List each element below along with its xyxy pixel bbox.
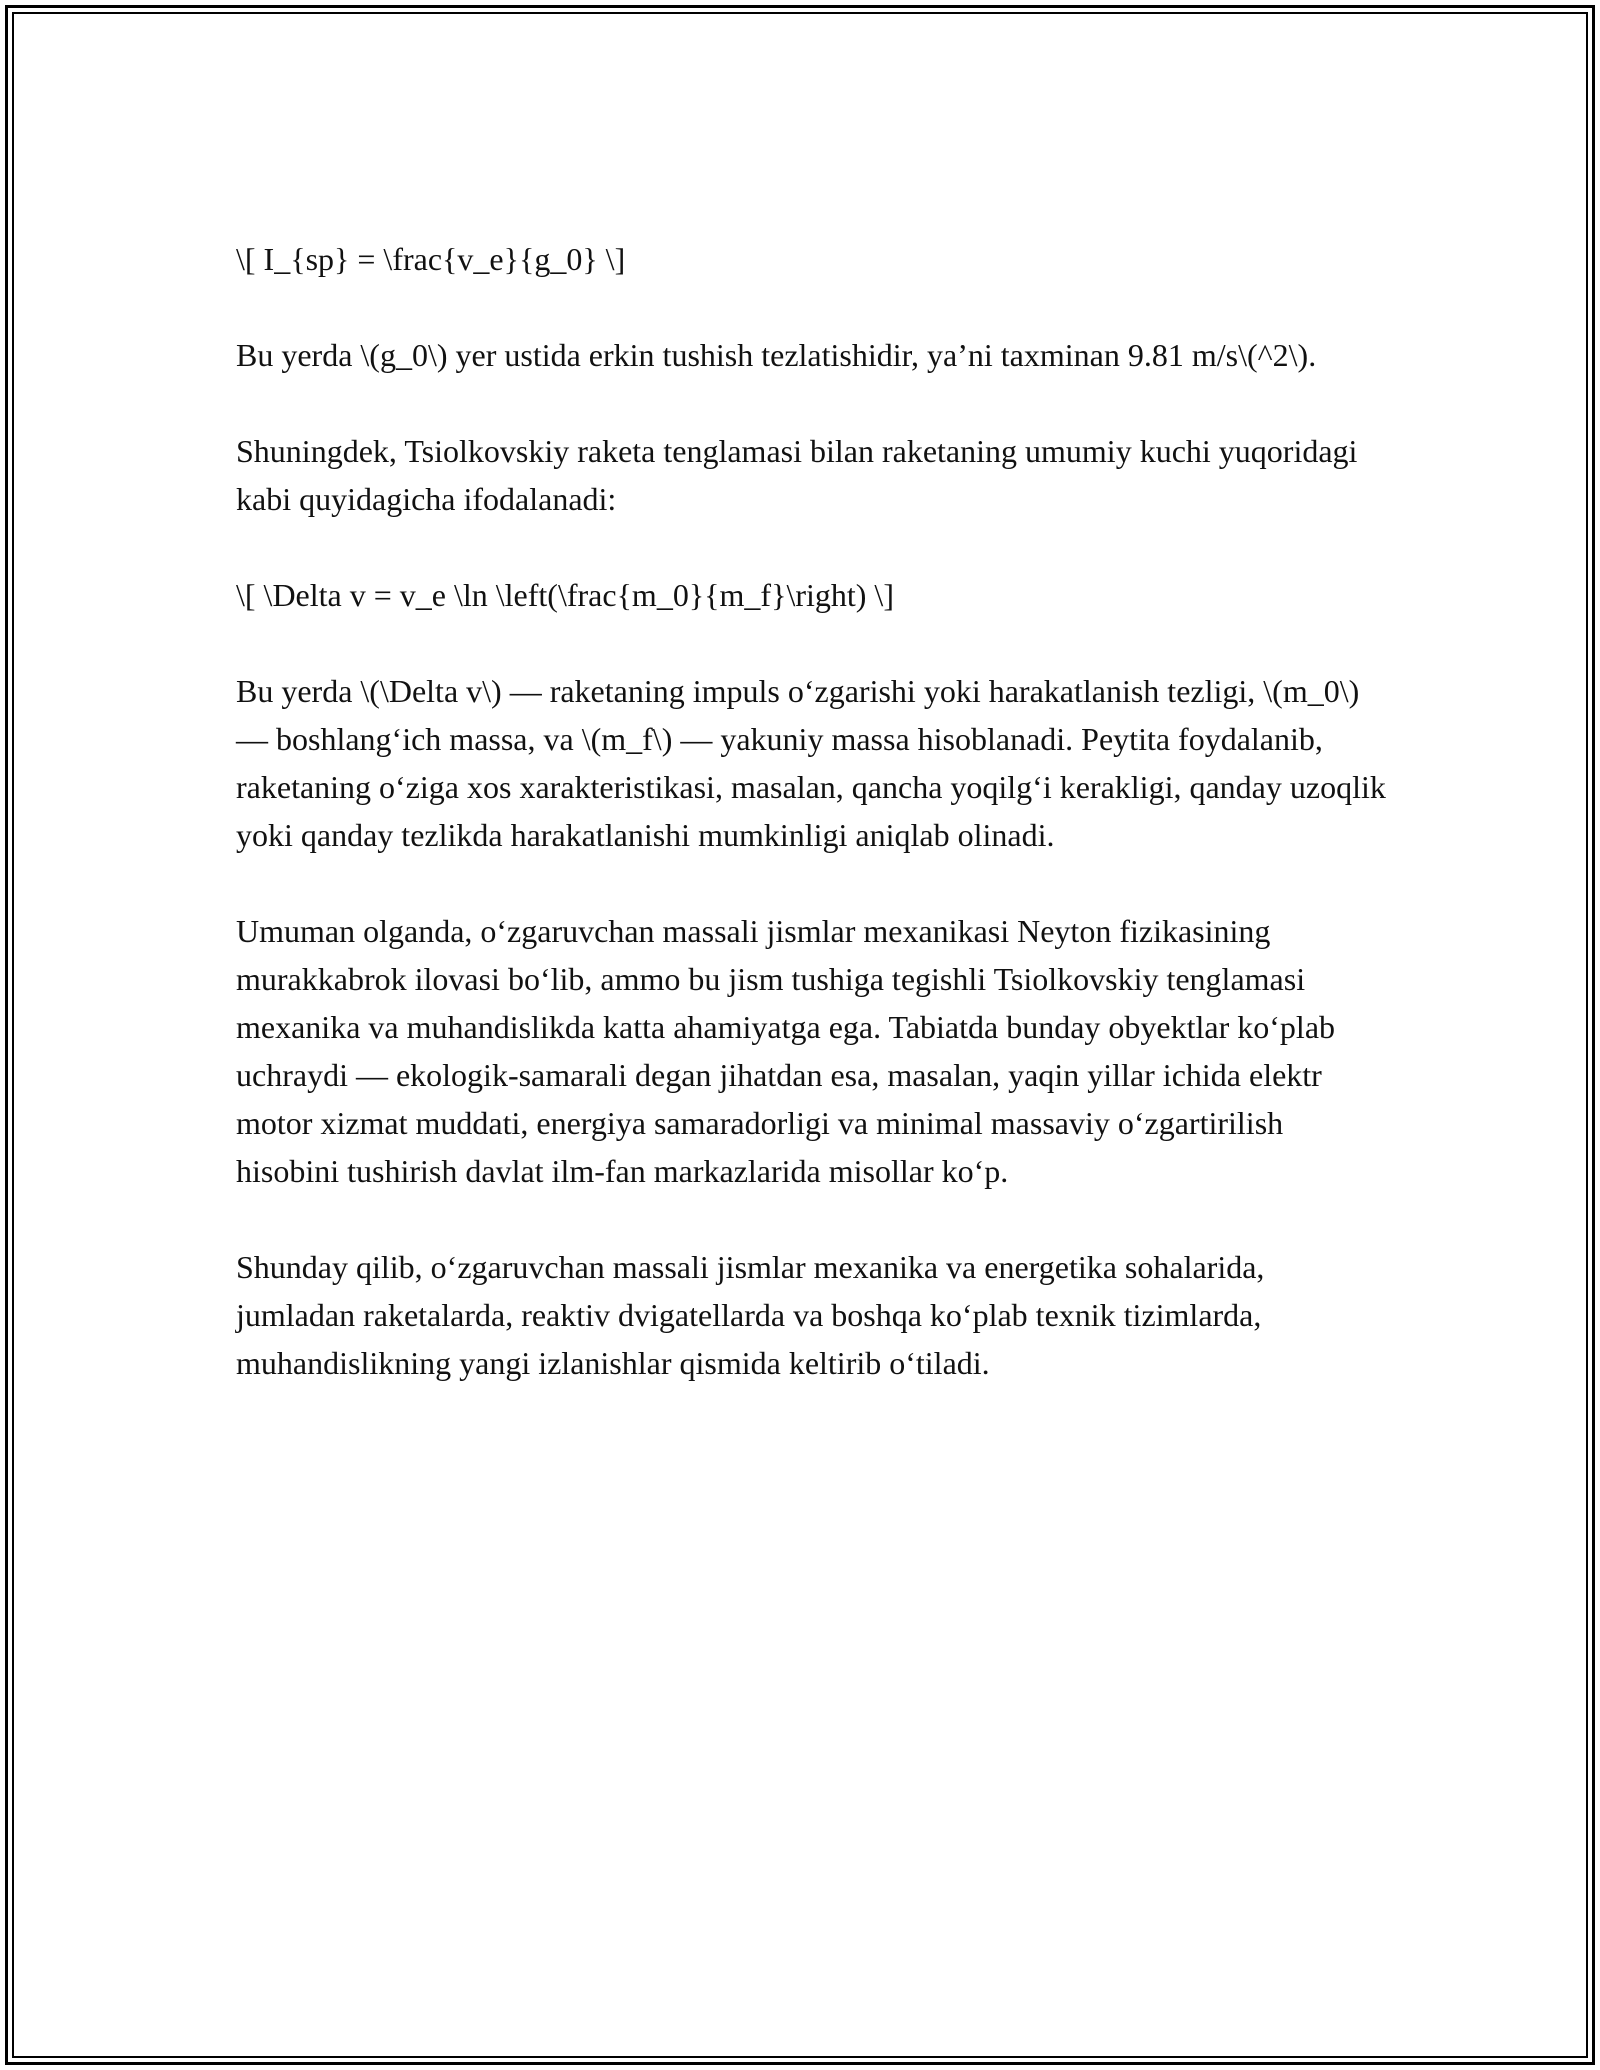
- document-body: [236, 235, 1386, 1435]
- paragraph-general: Umuman olganda, o‘zgaruvchan massali jismlar mexanikasi Neyton fizikasining murakkabrok ilovasi bo‘lib, ammo bu jism tushiga tegishli Tsiolkovskiy tenglamasi mexanika va muhandislikda katta ahamiyatga ega. Tabiatda bunday obyektlar ko‘plab uchraydi — ekologik-samarali degan jihatdan esa, masalan, yaqin yillar ichida elektr motor xizmat muddati, energiya samaradorligi va minimal massaviy o‘zgartirilish hisobini tushirish davlat ilm-fan markazlarida misollar ko‘p.: [236, 913, 1336, 1189]
- paragraph-conclusion: Shunday qilib, o‘zgaruvchan massali jismlar mexanika va energetika sohalarida, jumladan raketalarda, reaktiv dvigatellarda va boshqa ko‘plab texnik tizimlarda, muhandislikning yangi izlanishlar qismida keltirib o‘tiladi.: [236, 1249, 1265, 1381]
- paragraph-g0-definition: Bu yerda \(g_0\) yer ustida erkin tushish tezlatishidir, ya’ni taxminan 9.81 m/s\(^2\).: [236, 337, 1317, 373]
- paragraph-tsiolkovsky-intro: Shuningdek, Tsiolkovskiy raketa tenglamasi bilan raketaning umumiy kuchi yuqoridagi kabi quyidagicha ifodalanadi:: [236, 433, 1358, 517]
- formula-specific-impulse: \[ I_{sp} = \frac{v_e}{g_0} \]: [236, 241, 626, 277]
- formula-tsiolkovsky: \[ \Delta v = v_e \ln \left(\frac{m_0}{m_f}\right) \]: [236, 577, 894, 613]
- paragraph-variables: Bu yerda \(\Delta v\) — raketaning impuls o‘zgarishi yoki harakatlanish tezligi, \(m_0\) — boshlang‘ich massa, va \(m_f\) — yakuniy massa hisoblanadi. Peytita foydalanib, raketaning o‘ziga xos xarakteristikasi, masalan, qancha yoqilg‘i kerakligi, qanday uzoqlik yoki qanday tezlikda harakatlanishi mumkinligi aniqlab olinadi.: [236, 673, 1386, 853]
